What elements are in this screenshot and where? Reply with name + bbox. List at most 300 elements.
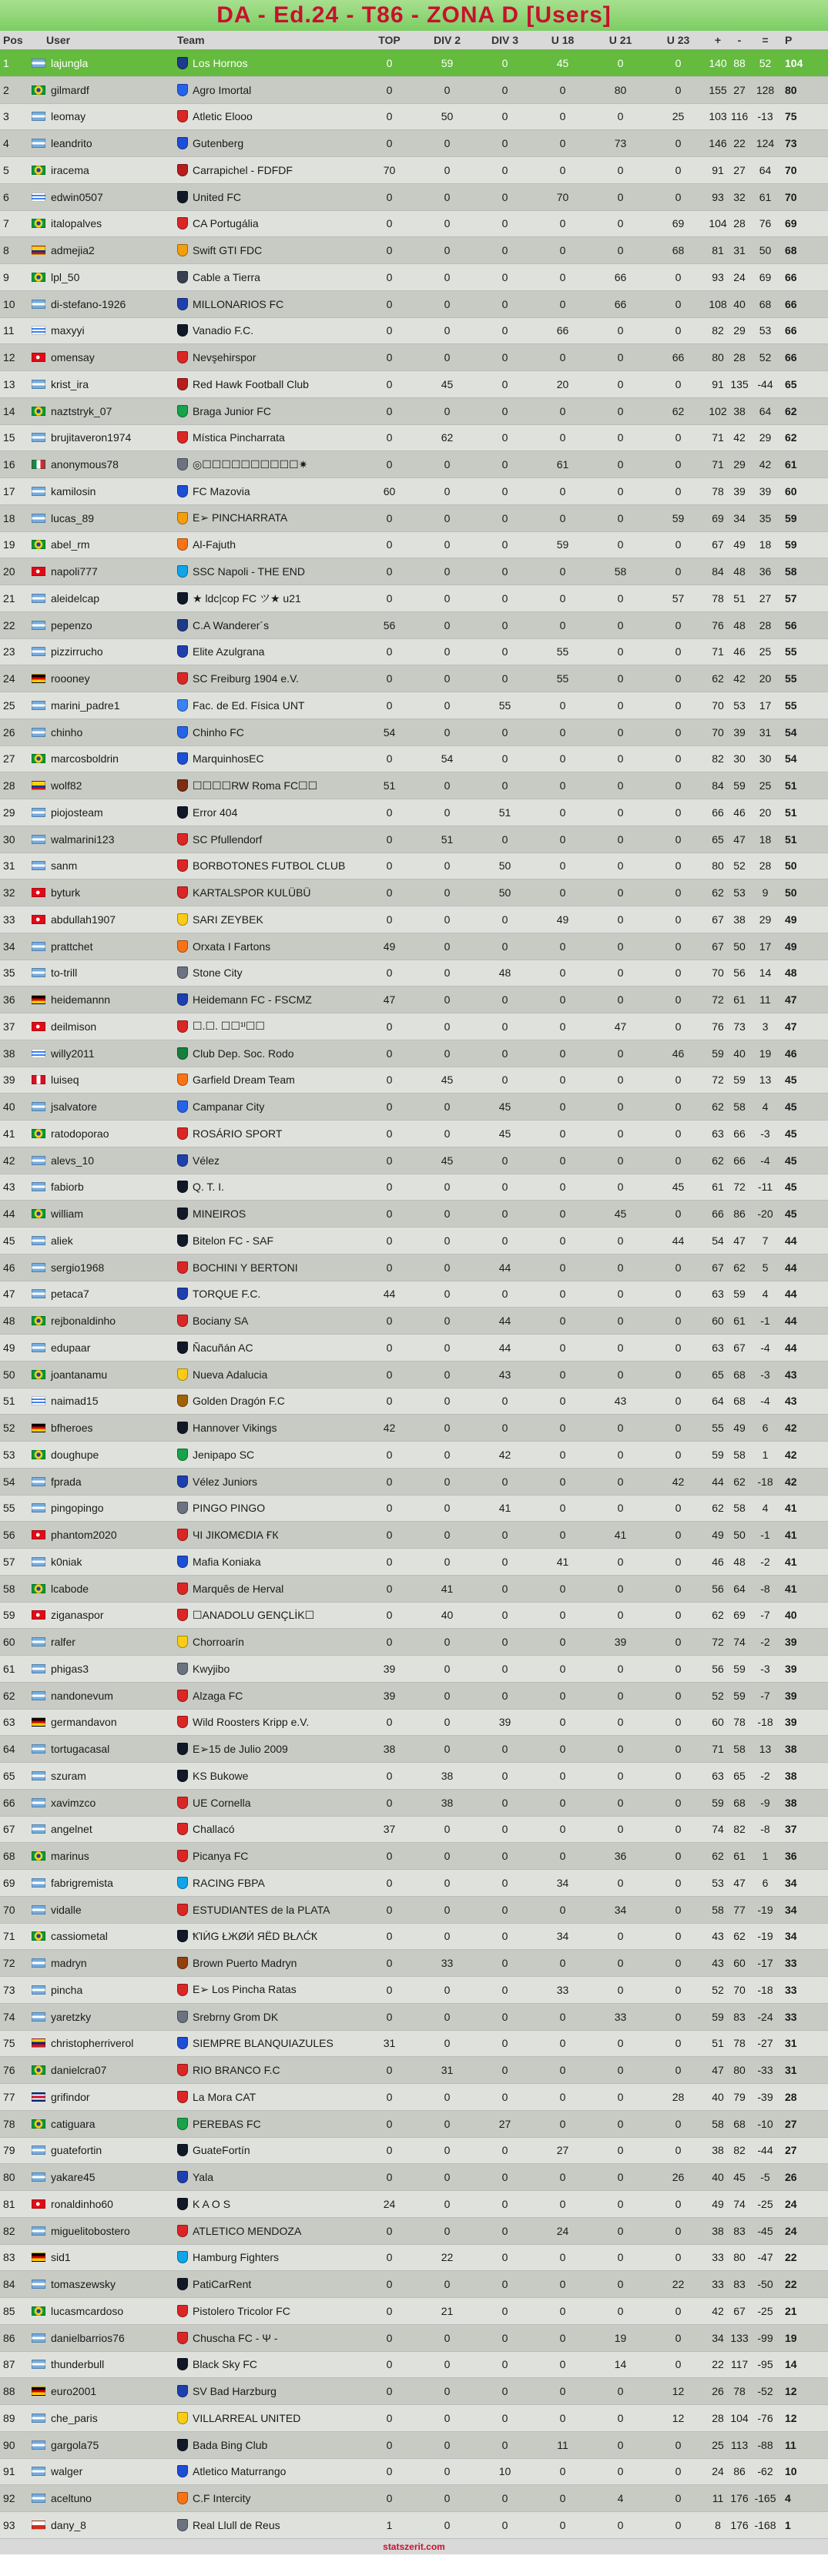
team-name[interactable]: Picanya FC [193,1850,249,1863]
table-row[interactable] [0,425,828,452]
col-header-div2[interactable]: DIV 2 [433,34,461,46]
user-name[interactable]: marini_padre1 [51,698,120,712]
table-row[interactable] [0,532,828,559]
user-name[interactable]: lucas_89 [51,511,95,524]
user-name[interactable]: piojosteam [51,806,103,819]
user-name[interactable]: willy2011 [51,1047,95,1060]
team-name[interactable]: Campanar City [193,1100,265,1114]
user-name[interactable]: fprada [51,1475,82,1488]
table-row[interactable] [0,2138,828,2165]
col-header-losses[interactable]: - [737,34,742,46]
table-row[interactable] [0,2164,828,2191]
table-row[interactable] [0,585,828,612]
user-name[interactable]: william [51,1208,83,1221]
table-row[interactable] [0,2271,828,2298]
table-row[interactable] [0,50,828,77]
team-name[interactable]: Kwyjibo [193,1662,230,1675]
col-header-div3[interactable]: DIV 3 [491,34,518,46]
user-name[interactable]: phantom2020 [51,1529,117,1542]
table-row[interactable] [0,237,828,264]
team-name[interactable]: SC Pfullendorf [193,832,263,846]
table-row[interactable] [0,344,828,371]
team-name[interactable]: Al-Fajuth [193,538,236,551]
user-name[interactable]: iracema [51,163,89,176]
table-row[interactable] [0,451,828,478]
user-name[interactable]: edupaar [51,1341,91,1354]
user-name[interactable]: anonymous78 [51,458,119,471]
user-name[interactable]: kamilosin [51,484,96,497]
table-row[interactable] [0,104,828,131]
user-name[interactable]: abdullah1907 [51,913,116,926]
table-row[interactable] [0,665,828,692]
team-name[interactable]: ROSÁRIO SPORT [193,1127,283,1140]
user-name[interactable]: danielcra07 [51,2064,107,2077]
user-name[interactable]: pepenzo [51,618,92,631]
user-name[interactable]: marcosboldrin [51,752,119,765]
team-name[interactable]: Nevşehirspor [193,351,256,364]
table-row[interactable] [0,1549,828,1576]
user-name[interactable]: tomaszewsky [51,2278,116,2291]
user-name[interactable]: tortugacasal [51,1743,110,1756]
user-name[interactable]: k0niak [51,1555,82,1568]
team-name[interactable]: ☐ANADOLU GENÇLİK☐ [193,1608,315,1621]
team-name[interactable]: Chuscha FC - Ψ - [193,2331,278,2344]
table-row[interactable] [0,1469,828,1496]
team-name[interactable]: Gutenberg [193,137,244,150]
table-row[interactable] [0,1924,828,1951]
team-name[interactable]: ЧІ ЈІКОМЄDІА ҒК [193,1529,279,1542]
team-name[interactable]: Red Hawk Football Club [193,377,309,390]
table-row[interactable] [0,960,828,987]
table-row[interactable] [0,1736,828,1763]
table-row[interactable] [0,772,828,799]
user-name[interactable]: vidalle [51,1903,82,1916]
user-name[interactable]: petaca7 [51,1288,89,1301]
user-name[interactable]: ronaldinho60 [51,2197,113,2210]
user-name[interactable]: gargola75 [51,2438,99,2451]
table-row[interactable] [0,1576,828,1603]
team-name[interactable]: SC Freiburg 1904 e.V. [193,672,300,685]
user-name[interactable]: deilmison [51,1020,97,1033]
user-name[interactable]: yaretzky [51,2010,92,2023]
table-row[interactable] [0,264,828,291]
table-row[interactable] [0,1415,828,1442]
table-row[interactable] [0,2298,828,2325]
table-row[interactable] [0,1013,828,1040]
user-name[interactable]: fabiorb [51,1181,84,1194]
table-row[interactable] [0,906,828,933]
team-name[interactable]: Yala [193,2171,213,2184]
team-name[interactable]: Marquês de Herval [193,1582,284,1595]
team-name[interactable]: TORQUE F.C. [193,1288,261,1301]
team-name[interactable]: Mafia Koniaka [193,1555,261,1568]
team-name[interactable]: Black Sky FC [193,2358,258,2371]
table-row[interactable] [0,1228,828,1255]
table-row[interactable] [0,799,828,826]
team-name[interactable]: Jenipapo SC [193,1448,255,1461]
user-name[interactable]: yakare45 [51,2171,96,2184]
user-name[interactable]: naimad15 [51,1395,99,1408]
team-name[interactable]: Pistolero Tricolor FC [193,2304,290,2317]
team-name[interactable]: FC Mazovia [193,484,250,497]
col-header-pos[interactable]: Pos [3,34,23,46]
user-name[interactable]: madryn [51,1957,87,1970]
table-row[interactable] [0,692,828,719]
country-flag-icon [32,1691,45,1700]
user-name[interactable]: naztstryk_07 [51,404,112,417]
team-name[interactable]: Atletic Elooo [193,110,253,123]
col-header-u18[interactable]: U 18 [551,34,575,46]
user-name[interactable]: krist_ira [51,377,89,390]
table-row[interactable] [0,2245,828,2272]
team-name[interactable]: SIEMPRE BLANQUIAZULES [193,2037,334,2050]
team-name[interactable]: Cable a Tierra [193,270,260,283]
team-name[interactable]: Vélez Juniors [193,1475,258,1488]
team-name[interactable]: ATLETICO MENDOZA [193,2224,302,2237]
user-name[interactable]: walmarini123 [51,832,115,846]
team-name[interactable]: Braga Junior FC [193,404,271,417]
team-name[interactable]: BOCHINI Y BERTONI [193,1261,298,1274]
table-row[interactable] [0,157,828,184]
table-row[interactable] [0,1763,828,1790]
team-name[interactable]: Challacó [193,1823,235,1836]
user-name[interactable]: sergio1968 [51,1261,105,1274]
team-name[interactable]: Club Dep. Soc. Rodo [193,1047,294,1060]
table-row[interactable] [0,77,828,104]
team-name[interactable]: United FC [193,190,242,203]
team-name[interactable]: Error 404 [193,806,238,819]
user-name[interactable]: doughupe [51,1448,99,1461]
user-name[interactable]: abel_rm [51,538,90,551]
user-name[interactable]: thunderbull [51,2358,105,2371]
table-row[interactable] [0,2218,828,2245]
user-name[interactable]: cassiometal [51,1930,108,1943]
user-name[interactable]: italopalves [51,217,102,230]
team-name[interactable]: ҞἸЍG ŁЖØЍ ЯЁD ВŁΛĆҞ [193,1930,318,1943]
table-row[interactable] [0,639,828,666]
table-row[interactable] [0,2352,828,2379]
user-name[interactable]: gilmardf [51,83,89,96]
team-name[interactable]: RACING FBPA [193,1876,265,1889]
col-header-team[interactable]: Team [177,34,205,46]
u21-points: 0 [617,431,624,444]
user-name[interactable]: luiseq [51,1074,79,1087]
user-name[interactable]: euro2001 [51,2385,97,2398]
user-name[interactable]: napoli777 [51,565,98,578]
table-row[interactable] [0,1281,828,1308]
team-name[interactable]: PEREBAS FC [193,2117,261,2130]
team-name[interactable]: Q. T. I. [193,1181,224,1194]
table-row[interactable] [0,1977,828,2004]
team-name[interactable]: Heidemann FC - FSCMZ [193,993,312,1007]
user-name[interactable]: leomay [51,110,86,123]
user-name[interactable]: sid1 [51,2251,71,2264]
table-row[interactable] [0,478,828,505]
table-row[interactable] [0,853,828,880]
table-row[interactable] [0,1603,828,1630]
team-name[interactable]: ★ ldc|cop FC ツ★ u21 [193,591,301,605]
table-row[interactable] [0,987,828,1013]
user-name[interactable]: aleidelcap [51,591,100,605]
table-row[interactable] [0,1067,828,1094]
user-name[interactable]: admejia2 [51,244,95,257]
table-row[interactable] [0,826,828,853]
team-name[interactable]: RIO BRANCO F.C [193,2064,280,2077]
team-name[interactable]: Nueva Adalucia [193,1368,268,1381]
table-row[interactable] [0,2485,828,2512]
team-name[interactable]: Ñacuñán AC [193,1341,253,1354]
user-name[interactable]: lajungla [51,56,89,69]
team-name[interactable]: Bada Bing Club [193,2438,268,2451]
user-name[interactable]: catiguara [51,2117,96,2130]
team-name[interactable]: UE Cornella [193,1796,251,1809]
user-name[interactable]: lucasmcardoso [51,2304,124,2317]
table-row[interactable] [0,2057,828,2084]
user-name[interactable]: lcabode [51,1582,89,1595]
table-row[interactable] [0,1362,828,1388]
team-name[interactable]: Fac. de Ed. Física UNT [193,698,305,712]
team-name[interactable]: Hannover Vikings [193,1422,277,1435]
table-row[interactable] [0,184,828,211]
table-row[interactable] [0,2004,828,2031]
user-name[interactable]: leandrito [51,137,92,150]
table-row[interactable] [0,1255,828,1281]
team-name[interactable]: Orxata I Fartons [193,940,271,953]
table-row[interactable] [0,1843,828,1870]
team-name[interactable]: E➢15 de Julio 2009 [193,1742,288,1755]
flag-icon [28,193,49,202]
table-row[interactable] [0,1040,828,1067]
team-name[interactable]: C.A Wanderer´s [193,618,270,631]
team-name[interactable]: Bitelon FC - SAF [193,1234,274,1247]
team-name[interactable]: Golden Dragón F.C [193,1395,285,1408]
team-name[interactable]: ◎☐☐☐☐☐☐☐☐☐☐✷ [193,457,308,471]
table-row[interactable] [0,291,828,318]
table-row[interactable] [0,746,828,773]
table-row[interactable] [0,2084,828,2111]
team-name[interactable]: Bociany SA [193,1315,249,1328]
user-name[interactable]: xavimzco [51,1796,96,1809]
team-name[interactable]: ☐☐☐☐RW Roma FC☐☐ [193,779,318,792]
user-name[interactable]: sanm [51,859,78,873]
user-name[interactable]: byturk [51,886,81,899]
team-name[interactable]: MarquinhosEC [193,752,264,765]
user-name[interactable]: fabrigremista [51,1876,113,1889]
team-name[interactable]: KARTALSPOR KULÜBÜ [193,886,311,899]
losses-cell: 176 [730,2518,749,2531]
table-row[interactable] [0,1174,828,1201]
table-row[interactable] [0,371,828,398]
user-name[interactable]: walger [51,2465,83,2478]
table-row[interactable] [0,1629,828,1656]
table-row[interactable] [0,1817,828,1844]
table-row[interactable] [0,1121,828,1147]
col-header-points[interactable]: P [785,34,793,46]
user-name[interactable]: ralfer [51,1636,75,1649]
user-name[interactable]: pingopingo [51,1502,104,1515]
team-name[interactable]: Atletico Maturrango [193,2465,287,2478]
team-name[interactable]: Los Hornos [193,56,248,69]
user-name[interactable]: germandavon [51,1716,117,1729]
col-header-u21[interactable]: U 21 [608,34,632,46]
table-row[interactable] [0,1656,828,1683]
team-name[interactable]: CA Portugália [193,217,259,230]
table-row[interactable] [0,2031,828,2058]
table-row[interactable] [0,1870,828,1897]
table-row[interactable] [0,2191,828,2218]
table-row[interactable] [0,1522,828,1549]
team-name[interactable]: La Mora CAT [193,2090,256,2103]
team-name[interactable]: Wild Roosters Kripp e.V. [193,1716,310,1729]
team-name[interactable]: Carrapichel - FDFDF [193,163,293,176]
user-name[interactable]: prattchet [51,940,93,953]
table-row[interactable] [0,1147,828,1174]
table-row[interactable] [0,1308,828,1335]
table-row[interactable] [0,130,828,157]
team-name[interactable]: GuateFortín [193,2144,250,2157]
team-name[interactable]: Garfield Dream Team [193,1074,295,1087]
team-name[interactable]: E➢ Los Pincha Ratas [193,1983,297,1996]
team-name[interactable]: C.F Intercity [193,2492,251,2505]
team-name[interactable]: Alzaga FC [193,1689,243,1702]
table-row[interactable] [0,558,828,585]
user-name[interactable]: alevs_10 [51,1154,95,1167]
user-name[interactable]: szuram [51,1769,86,1782]
team-name[interactable]: Stone City [193,966,243,980]
user-name[interactable]: christopherriverol [51,2037,134,2050]
table-row[interactable] [0,1790,828,1817]
team-name[interactable]: Chinho FC [193,725,244,739]
team-name[interactable]: Brown Puerto Madryn [193,1957,297,1970]
user-name[interactable]: bfheroes [51,1422,93,1435]
user-name[interactable]: aliek [51,1234,73,1247]
table-row[interactable] [0,1335,828,1362]
user-name[interactable]: to-trill [51,966,78,980]
team-name[interactable]: MINEIROS [193,1208,246,1221]
user-name[interactable]: guatefortin [51,2144,102,2157]
table-row[interactable] [0,2512,828,2539]
team-name[interactable]: Vanadio F.C. [193,324,254,337]
user-name[interactable]: ratodoporao [51,1127,109,1140]
user-name[interactable]: grifindor [51,2090,90,2103]
table-row[interactable] [0,1496,828,1522]
team-name[interactable]: ESTUDIANTES de la PLATA [193,1903,330,1916]
top-points: 0 [386,538,393,551]
col-header-user[interactable]: User [46,34,71,46]
user-name[interactable]: lpl_50 [51,270,80,283]
user-name[interactable]: angelnet [51,1823,92,1836]
table-row[interactable] [0,398,828,425]
user-name[interactable]: joantanamu [51,1368,108,1381]
team-name[interactable]: E➢ PINCHARRATA [193,511,288,524]
table-row[interactable] [0,1201,828,1228]
table-row[interactable] [0,2405,828,2432]
team-name[interactable]: Elite Azulgrana [193,645,265,658]
table-row[interactable] [0,1442,828,1469]
user-name[interactable]: ziganaspor [51,1609,104,1622]
team-name[interactable]: Real Llull de Reus [193,2518,280,2531]
table-row[interactable] [0,2111,828,2138]
user-name[interactable]: aceltuno [51,2492,92,2505]
table-row[interactable] [0,612,828,639]
table-row[interactable] [0,879,828,906]
user-name[interactable]: che_paris [51,2411,98,2424]
user-name[interactable]: chinho [51,725,83,739]
table-row[interactable] [0,1897,828,1924]
team-name[interactable]: BORBOTONES FUTBOL CLUB [193,859,346,873]
user-name[interactable]: dany_8 [51,2518,86,2531]
user-name[interactable]: edwin0507 [51,190,103,203]
table-row[interactable] [0,2378,828,2405]
table-row[interactable] [0,2459,828,2486]
team-name[interactable]: Hamburg Fighters [193,2251,280,2264]
team-name[interactable]: K A O S [193,2197,231,2210]
user-name[interactable]: wolf82 [51,779,82,792]
team-name[interactable]: SSC Napoli - THE END [193,565,306,578]
team-name[interactable]: Vélez [193,1154,220,1167]
table-row[interactable] [0,2432,828,2459]
user-name[interactable]: heidemannn [51,993,111,1007]
user-name[interactable]: roooney [51,672,90,685]
user-name[interactable]: pincha [51,1983,83,1996]
table-row[interactable] [0,1094,828,1121]
table-row[interactable] [0,719,828,746]
top-points: 51 [383,779,396,792]
team-name[interactable]: Chorroarín [193,1636,244,1649]
table-row[interactable] [0,1388,828,1415]
table-row[interactable] [0,933,828,960]
team-name[interactable]: SARI ZEYBEK [193,913,263,926]
team-name[interactable]: MILLONARIOS FC [193,297,284,310]
user-name[interactable]: nandonevum [51,1689,113,1702]
table-row[interactable] [0,1683,828,1710]
table-row[interactable] [0,505,828,532]
team-name[interactable]: Swift GTI FDC [193,244,263,257]
user-name[interactable]: maxyyi [51,324,85,337]
team-name[interactable]: PatiCarRent [193,2278,252,2291]
col-header-u23[interactable]: U 23 [666,34,690,46]
team-name[interactable]: KS Bukowe [193,1769,249,1782]
user-name[interactable]: rejbonaldinho [51,1315,116,1328]
team-name[interactable]: Srebrny Grom DK [193,2010,279,2023]
team-name[interactable]: ☐.☐. ☐☐¹ᴵ☐☐ [193,1020,265,1033]
team-name[interactable]: VILLARREAL UNITED [193,2411,301,2424]
table-row[interactable] [0,1950,828,1977]
table-row[interactable] [0,2325,828,2352]
team-name[interactable]: SV Bad Harzburg [193,2385,277,2398]
user-name[interactable]: di-stefano-1926 [51,297,126,310]
user-name[interactable]: danielbarrios76 [51,2331,125,2344]
table-row[interactable] [0,1710,828,1737]
user-name[interactable]: miguelitobostero [51,2224,130,2237]
col-header-diff[interactable]: = [762,34,769,46]
team-name[interactable]: Mística Pincharrata [193,431,285,444]
col-header-wins[interactable]: + [714,34,722,46]
user-name[interactable]: omensay [51,351,95,364]
col-header-top[interactable]: TOP [378,34,401,46]
table-row[interactable] [0,318,828,345]
user-name[interactable]: marinus [51,1850,89,1863]
user-name[interactable]: pizzirrucho [51,645,103,658]
diff-cell: -11 [757,1181,773,1194]
team-name[interactable]: Agro Imortal [193,83,252,96]
user-name[interactable]: jsalvatore [51,1100,97,1114]
top-points: 0 [386,217,393,230]
user-name[interactable]: phigas3 [51,1662,89,1675]
user-name[interactable]: brujitaveron1974 [51,431,132,444]
table-row[interactable] [0,211,828,238]
team-name[interactable]: PINGO PINGO [193,1502,266,1515]
